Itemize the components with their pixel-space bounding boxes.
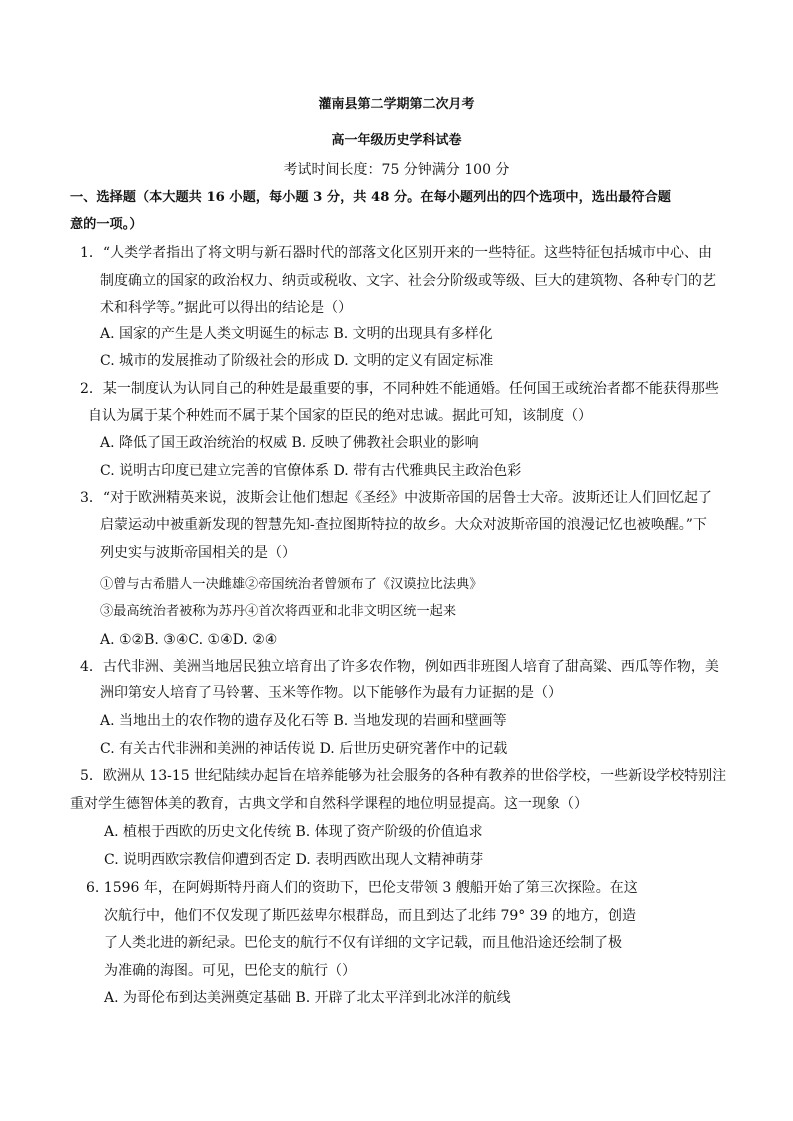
answer-options: A. ①②B. ③④C. ①④D. ②④ xyxy=(100,632,278,648)
answer-options: C. 说明西欧宗教信仰遭到否定 D. 表明西欧出现人文精神萌芽 xyxy=(104,852,484,868)
question-text: 制度确立的国家的政治权力、纳贡或税收、文字、社会分阶级或等级、巨大的建筑物、各种专门的艺 xyxy=(100,273,716,289)
question-text: 3．“对于欧洲精英来说，波斯会让他们想起《圣经》中波斯帝国的居鲁士大帝。波斯还让人们回忆起了 xyxy=(80,490,713,506)
question-text: 1．“人类学者指出了将文明与新石器时代的部落文化区别开来的一些特征。这些特征包括城市中心、由 xyxy=(80,245,713,261)
question-text: 启蒙运动中被重新发现的智慧先知-查拉图斯特拉的故乡。大众对波斯帝国的浪漫记忆也被唤醒。”下 xyxy=(100,517,707,533)
question-text: 洲印第安人培育了马铃薯、玉米等作物。以下能够作为最有力证据的是（） xyxy=(100,685,562,701)
question-text: 术和科学等。”据此可以得出的结论是（） xyxy=(100,300,353,316)
section-heading: 一、选择题（本大题共 16 小题，每小题 3 分，共 48 分。在每小题列出的四个选项中，选出最符合题 xyxy=(70,190,671,205)
answer-options: A. 植根于西欧的历史文化传统 B. 体现了资产阶级的价值追求 xyxy=(104,824,483,840)
answer-options: A. 国家的产生是人类文明诞生的标志 B. 文明的出现具有多样化 xyxy=(100,326,493,342)
answer-options: A. 当地出土的农作物的遗存及化石等 B. 当地发现的岩画和壁画等 xyxy=(100,713,507,729)
exam-subject-title: 高一年级历史学科试卷 xyxy=(331,133,462,148)
answer-options: C. 说明古印度已建立完善的官僚体系 D. 带有古代雅典民主政治色彩 xyxy=(100,463,522,479)
question-text: 5．欧洲从 13-15 世纪陆续办起旨在培养能够为社会服务的各种有教养的世俗学校，一些新设学校特别注 xyxy=(80,768,727,784)
question-text: 重对学生德智体美的教育，古典文学和自然科学课程的地位明显提高。这一现象（） xyxy=(70,796,588,812)
question-text: 列史实与波斯帝国相关的是（） xyxy=(100,545,296,561)
question-text: 了人类北进的新纪录。巴伦支的航行不仅有详细的文字记载，而且他沿途还绘制了极 xyxy=(104,935,622,951)
question-text: 自认为属于某个种姓而不属于某个国家的臣民的绝对忠诚。据此可知，该制度（） xyxy=(88,408,592,424)
answer-options: A. 为哥伦布到达美洲奠定基础 B. 开辟了北太平洋到北冰洋的航线 xyxy=(104,990,511,1006)
section-heading-cont: 意的一项。） xyxy=(70,217,143,232)
exam-school-title: 灌南县第二学期第二次月考 xyxy=(318,97,475,112)
exam-time-info: 考试时间长度：75 分钟满分 100 分 xyxy=(283,162,510,178)
question-text: 为准确的海图。可见，巴伦支的航行（） xyxy=(104,963,356,979)
answer-options: A. 降低了国王政治统治的权威 B. 反映了佛教社会职业的影响 xyxy=(100,435,479,451)
question-text: 4．古代非洲、美洲当地居民独立培育出了许多农作物，例如西非班图人培育了甜高粱、西瓜等作物，美 xyxy=(80,659,719,675)
question-text: 6. 1596 年，在阿姆斯特丹商人们的资助下，巴伦支带领 3 艘船开始了第三次探险。在这 xyxy=(86,880,638,896)
statement-list: ③最高统治者被称为苏丹④首次将西亚和北非文明区统一起来 xyxy=(100,604,457,619)
answer-options: C. 城市的发展推动了阶级社会的形成 D. 文明的定义有固定标准 xyxy=(100,353,494,369)
statement-list: ①曾与古希腊人一决雌雄②帝国统治者曾颁布了《汉谟拉比法典》 xyxy=(100,577,483,592)
answer-options: C. 有关古代非洲和美洲的神话传说 D. 后世历史研究著作中的记载 xyxy=(100,741,508,757)
question-text: 2．某一制度认为认同自己的种姓是最重要的事，不同种姓不能通婚。任何国王或统治者都不能获得那些 xyxy=(80,381,719,397)
question-text: 次航行中，他们不仅发现了斯匹兹卑尔根群岛，而且到达了北纬 79° 39 的地方，创造 xyxy=(104,908,636,924)
